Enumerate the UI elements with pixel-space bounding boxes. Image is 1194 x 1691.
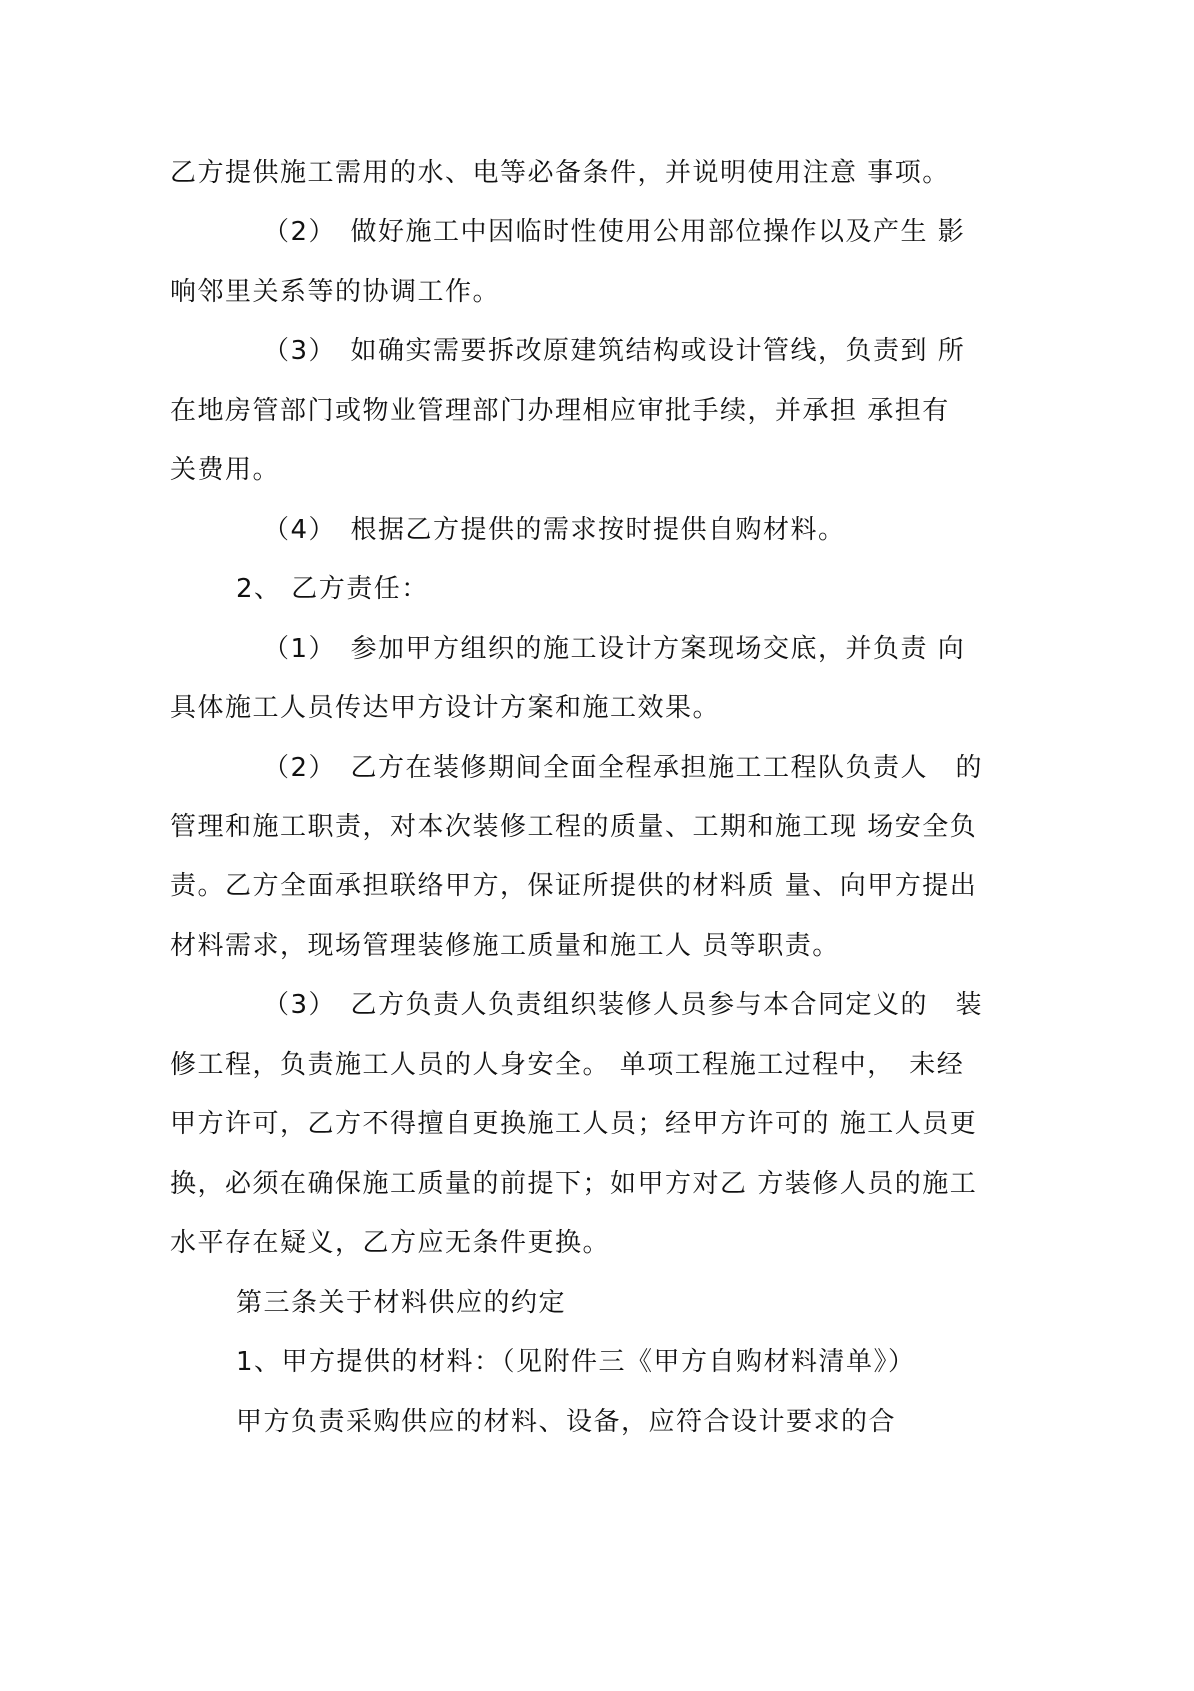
clause-a-4: （4） 根据乙方提供的需求按时提供自购材料。	[263, 515, 846, 545]
clause-b-1: （1） 参加甲方组织的施工设计方案现场交底，并负责 向	[263, 634, 966, 664]
clause-a-2: （2） 做好施工中因临时性使用公用部位操作以及产生 影	[263, 217, 966, 247]
clause-b-2: （2） 乙方在装修期间全面全程承担施工工程队负责人 的	[263, 753, 984, 783]
text-line-19: 水平存在疑义，乙方应无条件更换。	[170, 1228, 611, 1258]
section-party-b-responsibility: 2、 乙方责任：	[236, 574, 429, 604]
text-line-18: 换，必须在确保施工质量的前提下；如甲方对乙 方装修人员的施工	[170, 1169, 978, 1199]
text-line-10: 具体施工人员传达甲方设计方案和施工效果。	[170, 693, 721, 723]
text-line-16: 修工程，负责施工人员的人身安全。 单项工程施工过程中， 未经	[170, 1050, 965, 1080]
text-line-13: 责。乙方全面承担联络甲方，保证所提供的材料质 量、向甲方提出	[170, 871, 978, 901]
clause-b-3: （3） 乙方负责人负责组织装修人员参与本合同定义的 装	[263, 990, 984, 1020]
text-line-12: 管理和施工职责，对本次装修工程的质量、工期和施工现 场安全负	[170, 812, 978, 842]
text-line-22: 甲方负责采购供应的材料、设备，应符合设计要求的合	[236, 1407, 897, 1437]
article-three-heading: 第三条关于材料供应的约定	[236, 1288, 567, 1318]
text-line-1: 乙方提供施工需用的水、电等必备条件，并说明使用注意 事项。	[170, 158, 950, 188]
text-line-14: 材料需求，现场管理装修施工质量和施工人 员等职责。	[170, 931, 840, 961]
clause-a-3: （3） 如确实需要拆改原建筑结构或设计管线，负责到 所	[263, 336, 966, 366]
text-line-5: 在地房管部门或物业管理部门办理相应审批手续，并承担 承担有	[170, 396, 950, 426]
text-line-6: 关费用。	[170, 455, 281, 485]
section-party-a-materials: 1、甲方提供的材料：（见附件三《甲方自购材料清单》）	[236, 1347, 916, 1377]
text-line-3: 响邻里关系等的协调工作。	[170, 277, 501, 307]
text-line-17: 甲方许可，乙方不得擅自更换施工人员；经甲方许可的 施工人员更	[170, 1109, 978, 1139]
